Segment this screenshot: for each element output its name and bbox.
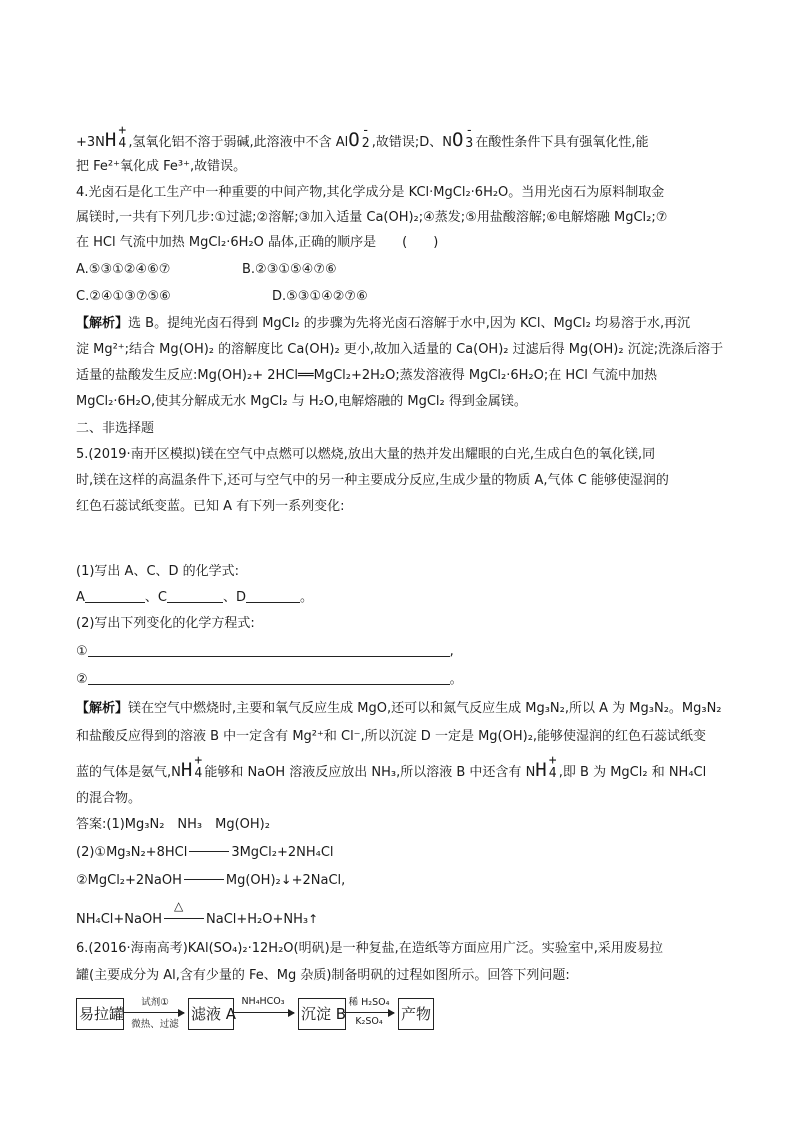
blank-c[interactable] <box>167 589 223 603</box>
q6-stem-line-2: 罐(主要成分为 Al,含有少量的 Fe、Mg 杂质)制备明矾的过程如图所示。回答下列问题: <box>76 968 570 983</box>
q5-stem-line-3: 红色石蕊试纸变蓝。已知 A 有下列一系列变化: <box>76 499 345 514</box>
equation-blank-1[interactable] <box>88 643 450 657</box>
q5-answer-line-2: (2)①Mg₃N₂+8HCl 3MgCl₂+2NH₄Cl <box>76 845 334 860</box>
blank-a[interactable] <box>85 589 145 603</box>
flow-box-filtrate-a: 滤液 A <box>188 998 234 1030</box>
reaction-heating-sign <box>162 899 206 925</box>
flow-box-precipitate-b: 沉淀 B <box>298 998 346 1030</box>
flow-box-cans: 易拉罐 <box>76 998 124 1030</box>
analysis-tag: 【解析】 <box>76 316 129 331</box>
q4-option-c: C.②④①③⑦⑤⑥ <box>76 289 171 304</box>
q5-analysis-line-2: 和盐酸反应得到的溶液 B 中一定含有 Mg²⁺和 Cl⁻,所以沉淀 D 一定是 Mg(OH)₂,能够使湿润的红色石蕊试纸变 <box>76 729 707 744</box>
fraction-plus-4: + 4 <box>548 753 557 781</box>
process-flow-diagram <box>76 992 496 1040</box>
fraction-plus-4: + 4 <box>118 123 127 151</box>
heating-triangle-icon: △ <box>174 899 184 913</box>
q5-answer-blanks: A 、C 、D 。 <box>76 590 314 605</box>
q5-analysis-line-1: 【解析】镁在空气中燃烧时,主要和氧气反应生成 MgO,还可以和氮气反应生成 Mg₃N₂,所以 A 为 Mg₃N₂。Mg₃N₂ <box>76 701 722 716</box>
gas-up-arrow-icon: ↑ <box>308 912 319 926</box>
flow-arrow-1 <box>124 1012 184 1013</box>
flow-arrow-2 <box>232 1012 294 1013</box>
q5-stem-line-1: 5.(2019·南开区模拟)镁在空气中点燃可以燃烧,放出大量的热并发出耀眼的白光,生成白色的氧化镁,同 <box>76 447 656 462</box>
q4-stem-line-3: 在 HCl 气流中加热 MgCl₂·6H₂O 晶体,正确的顺序是 ( ) <box>76 235 439 250</box>
q4-stem-line-2: 属镁时,一共有下列几步:①过滤;②溶解;③加入适量 Ca(OH)₂;④蒸发;⑤用盐酸溶解;⑥电解熔融 MgCl₂;⑦ <box>76 210 668 225</box>
flow-arrow-3 <box>344 1012 394 1013</box>
q4-analysis-line-3: 适量的盐酸发生反应:Mg(OH)₂+ 2HCl══MgCl₂+2H₂O;蒸发溶液得 MgCl₂·6H₂O;在 HCl 气流中加热 <box>76 368 657 383</box>
q5-sub-question-1: (1)写出 A、C、D 的化学式: <box>76 564 240 579</box>
q5-sub-question-2: (2)写出下列变化的化学方程式: <box>76 616 255 631</box>
fraction-minus-2: - 2 <box>361 123 370 151</box>
q4-stem-line-1: 4.光卤石是化工生产中一种重要的中间产物,其化学成分是 KCl·MgCl₂·6H₂O。当用光卤石为原料制取金 <box>76 185 665 200</box>
equation-blank-2[interactable] <box>88 671 450 685</box>
q5-equation-blank-2: ② 。 <box>76 672 463 687</box>
fraction-plus-4: + 4 <box>194 753 203 781</box>
fraction-minus-3: - 3 <box>465 123 474 151</box>
paragraph-top-line-1: +3NH + 4 ,氢氧化铝不溶于弱碱,此溶液中不含 AlO - 2 ,故错误;D、NO - 3 在酸性条件下具有强氧化性,能 <box>76 123 649 151</box>
q5-stem-line-2: 时,镁在这样的高温条件下,还可与空气中的另一种主要成分反应,生成少量的物质 A,气体 C 能够使湿润的 <box>76 473 669 488</box>
flow-arrow-1-bottom-label: 微热、过滤 <box>131 1019 179 1030</box>
flow-arrow-3-bottom-label: K₂SO₄ <box>355 1016 383 1027</box>
q5-answer-line-3: ②MgCl₂+2NaOH Mg(OH)₂↓+2NaCl, <box>76 873 346 888</box>
paragraph-top-line-2: 把 Fe²⁺氧化成 Fe³⁺,故错误。 <box>76 159 247 174</box>
q4-analysis-line-1: 【解析】选 B。提纯光卤石得到 MgCl₂ 的步骤为先将光卤石溶解于水中,因为 KCl、MgCl₂ 均易溶于水,再沉 <box>76 316 691 331</box>
q5-analysis-line-3: 蓝的气体是氨气,NH + 4 能够和 NaOH 溶液反应放出 NH₃,所以溶液 B 中还含有 NH + 4 ,即 B 为 MgCl₂ 和 NH₄Cl <box>76 753 707 781</box>
q5-answer-line-1: 答案:(1)Mg₃N₂ NH₃ Mg(OH)₂ <box>76 817 270 832</box>
reaction-equals-sign <box>182 872 226 886</box>
q4-option-a: A.⑤③①②④⑥⑦ <box>76 262 171 277</box>
analysis-tag: 【解析】 <box>76 701 129 716</box>
q5-answer-line-4: NH₄Cl+NaOH △ NaCl+H₂O+NH₃↑ <box>76 899 319 927</box>
flow-arrow-2-label: NH₄HCO₃ <box>241 996 285 1007</box>
blank-d[interactable] <box>246 589 300 603</box>
reaction-equals-sign <box>187 844 231 858</box>
flow-arrow-3-top-label: 稀 H₂SO₄ <box>348 997 390 1008</box>
q4-analysis-line-4: MgCl₂·6H₂O,使其分解成无水 MgCl₂ 与 H₂O,电解熔融的 MgCl₂ 得到金属镁。 <box>76 394 527 409</box>
q4-option-b: B.②③①⑤④⑦⑥ <box>242 262 337 277</box>
q6-stem-line-1: 6.(2016·海南高考)KAl(SO₄)₂·12H₂O(明矾)是一种复盐,在造纸等方面应用广泛。实验室中,采用废易拉 <box>76 941 663 956</box>
q5-analysis-line-4: 的混合物。 <box>76 791 142 806</box>
section-heading: 二、非选择题 <box>76 421 155 436</box>
flow-arrow-1-top-label: 试剂① <box>141 997 169 1008</box>
flow-box-product: 产物 <box>398 998 434 1030</box>
q4-option-d: D.⑤③①④②⑦⑥ <box>272 289 368 304</box>
q5-equation-blank-1: ① , <box>76 644 454 659</box>
q4-analysis-line-2: 淀 Mg²⁺;结合 Mg(OH)₂ 的溶解度比 Ca(OH)₂ 更小,故加入适量的 Ca(OH)₂ 过滤后得 Mg(OH)₂ 沉淀;洗涤后溶于 <box>76 342 724 357</box>
